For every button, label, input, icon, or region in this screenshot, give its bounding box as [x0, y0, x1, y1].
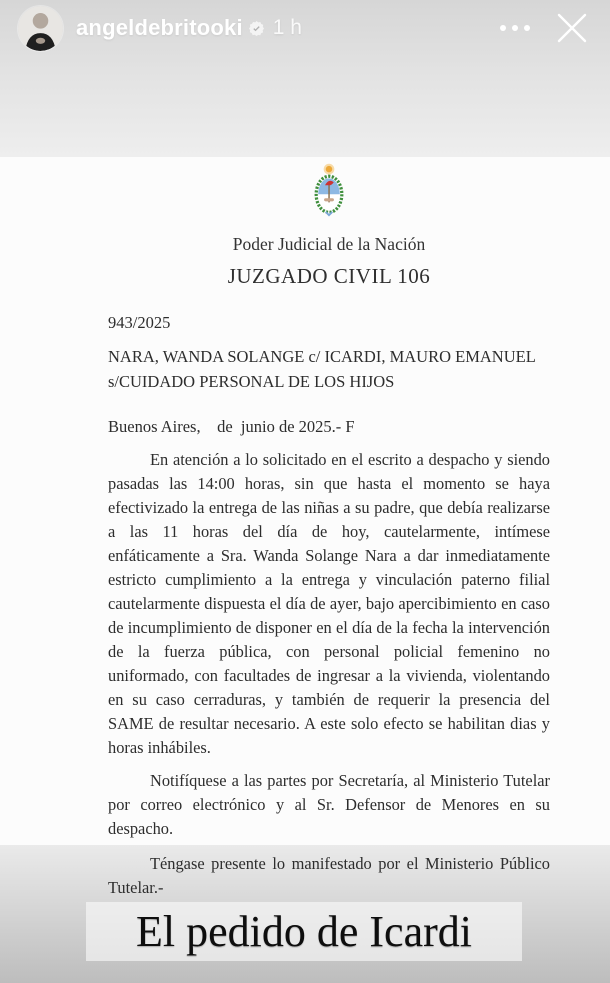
story-timestamp: 1 h [272, 16, 302, 39]
institution-name: Poder Judicial de la Nación [232, 234, 426, 254]
username[interactable]: angeldebritooki [76, 15, 243, 40]
story-header [0, 0, 610, 56]
avatar[interactable] [18, 6, 63, 51]
story-caption-text: El pedido de Icardi [136, 907, 472, 956]
story-caption-bar [86, 902, 522, 961]
more-options-icon [500, 25, 506, 31]
case-title-line-2: s/CUIDADO PERSONAL DE LOS HIJOS [108, 372, 395, 391]
case-number: 943/2025 [108, 313, 171, 332]
court-document [0, 157, 610, 897]
argentina-coat-of-arms-icon [108, 162, 550, 219]
close-icon [555, 11, 589, 45]
close-button[interactable] [552, 8, 592, 48]
document-paragraph-2: Notifíquese a las partes por Secretaría, al Ministerio Tutelar por correo electrónico y al Sr. Defensor de Menores en su despacho. [108, 771, 550, 838]
more-options-button[interactable] [492, 17, 538, 39]
document-content [108, 157, 550, 900]
document-date-line: Buenos Aires, de junio de 2025.- F [108, 417, 355, 436]
avatar-portrait-image [18, 6, 63, 51]
case-title [108, 344, 550, 394]
case-title-line-1: NARA, WANDA SOLANGE c/ ICARDI, MAURO EMANUEL [108, 347, 536, 366]
court-name: JUZGADO CIVIL 106 [227, 264, 431, 288]
verified-badge-icon [249, 21, 264, 36]
document-paragraph-3: Téngase presente lo manifestado por el Ministerio Público Tutelar.- [108, 854, 550, 897]
document-paragraph-1: En atención a lo solicitado en el escrito a despacho y siendo pasadas las 14:00 horas, sin que hasta el momento se haya efectivizado la entrega de las niñas a su padre, que debía realizarse a las 11 horas del día de hoy, cautelarmente, intímese enfáticamente a Sra. Wanda Solange Nara a dar inmediatamente estricto cumplimiento a la entrega y vinculación paterno filial cautelarmente dispuesta el día de ayer, bajo apercibimiento en caso de incumplimiento de disponer en el día de la fecha la intervención de la fuerza pública, con personal policial femenino no uniformado, con facultades de ingresar a la vivienda, violentando en su caso cerraduras, y también de requerir la presencia del SAME de resultar necesario. A este solo efecto se habilitan dias y horas inhábiles. [108, 450, 550, 757]
